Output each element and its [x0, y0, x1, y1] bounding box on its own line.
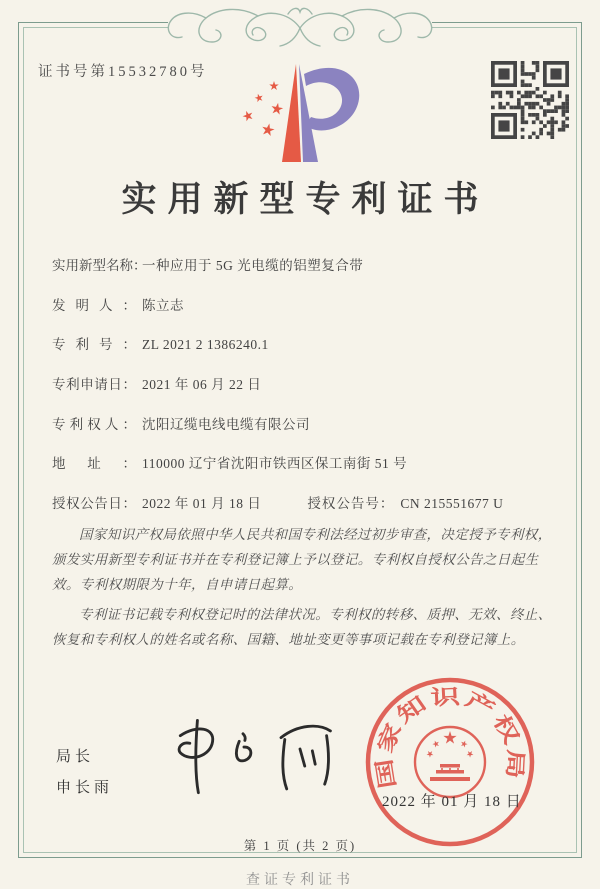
field-row-grant-date-and-number — [52, 484, 564, 524]
certificate-number: 证书号第15532780号 — [38, 64, 208, 80]
field-label: 授权公告日： — [52, 496, 136, 512]
page-indicator: 第 1 页 (共 2 页) — [243, 839, 357, 853]
field-value: 陈立志 — [142, 297, 184, 313]
national-emblem-icon — [415, 727, 485, 797]
field-value: ZL 2021 2 1386240.1 — [142, 337, 269, 353]
truncated-caption: 查证专利证书 — [246, 873, 354, 888]
field-label: 实用新型名称： — [52, 258, 147, 273]
field-label: 发明人： — [52, 297, 136, 313]
field-label: 授权公告号： — [307, 496, 395, 512]
field-row-address — [52, 444, 564, 484]
cnipa-patent-logo-icon — [230, 56, 380, 168]
field-value: 110000 辽宁省沈阳市铁西区保工南街 51 号 — [142, 456, 408, 472]
certificate-title: 实用新型专利证书 — [121, 180, 490, 219]
field-row-inventor — [52, 286, 564, 326]
field-row-invention-name — [52, 246, 564, 286]
legal-paragraph: 国家知识产权局依照中华人民共和国专利法经过初步审查，决定授予专利权，颁发实用新型专利证书并在专利登记簿上予以登记。专利权自授权公告之日起生效。专利权期限为十年，自申请日起算。 — [52, 527, 552, 592]
director-signature — [148, 712, 338, 804]
field-value: CN 215551677 U — [400, 496, 504, 512]
field-value: 沈阳辽缆电线电缆有限公司 — [142, 416, 310, 432]
field-list — [52, 246, 564, 524]
field-value: 2022 年 01 月 18 日 — [142, 496, 262, 512]
field-row-patentee — [52, 405, 564, 445]
field-label: 专利号： — [52, 337, 136, 353]
field-label: 地址： — [52, 456, 136, 472]
border-flourish-icon — [140, 2, 460, 52]
field-label: 专利权人： — [52, 416, 136, 432]
signer-block — [56, 742, 113, 804]
seal-date: 2022 年 01 月 18 日 — [382, 794, 522, 810]
qr-code-icon — [491, 61, 569, 139]
signer-title: 局长 — [56, 749, 95, 765]
seal-ring-text: 国家知识产权局 — [372, 684, 528, 791]
field-value: 2021 年 06 月 22 日 — [142, 377, 262, 393]
field-row-patent-number — [52, 325, 564, 365]
field-value: 一种应用于 5G 光电缆的铝塑复合带 — [142, 258, 364, 273]
legal-text — [52, 522, 560, 657]
field-row-filing-date — [52, 365, 564, 405]
legal-paragraph: 专利证书记载专利权登记时的法律状况。专利权的转移、质押、无效、终止、恢复和专利权人的姓名或名称、国籍、地址变更等事项记载在专利登记簿上。 — [52, 607, 552, 647]
official-seal — [360, 676, 540, 848]
signer-name: 申长雨 — [56, 780, 114, 796]
field-label: 专利申请日： — [52, 377, 136, 393]
